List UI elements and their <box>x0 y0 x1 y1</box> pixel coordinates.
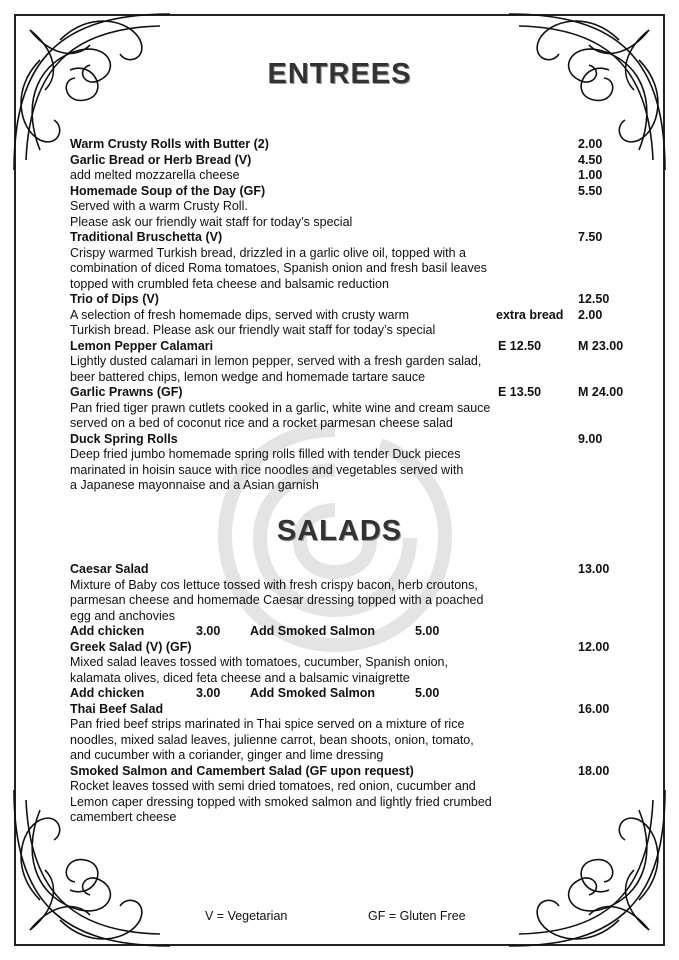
item-description: served on a bed of coconut rice and a rocket parmesan cheese salad <box>70 416 453 430</box>
item-price: 4.50 <box>578 152 603 167</box>
item-price: 1.00 <box>578 168 603 182</box>
menu-row <box>70 593 630 609</box>
item-description: Served with a warm Crusty Roll. <box>70 199 248 213</box>
item-price: 18.00 <box>578 763 610 778</box>
item-description: beer battered chips, lemon wedge and homemade tartare sauce <box>70 369 426 384</box>
menu-row <box>70 795 630 811</box>
menu-row <box>70 686 630 702</box>
menu-row <box>70 370 630 386</box>
item-description: topped with crumbled feta cheese and balsamic reduction <box>70 276 389 291</box>
item-description: a Japanese mayonnaise and a Asian garnish <box>70 478 319 492</box>
menu-row <box>70 354 630 370</box>
item-name: Homemade Soup of the Day (GF) <box>70 183 266 198</box>
item-name: Thai Beef Salad <box>70 701 164 716</box>
addon-chicken-price: 3.00 <box>196 686 221 700</box>
item-description: marinated in hoisin sauce with rice noodles and vegetables served with <box>70 462 464 477</box>
item-description: Mixture of Baby cos lettuce tossed with fresh crispy bacon, herb croutons, <box>70 577 478 592</box>
menu-row <box>70 323 630 339</box>
menu-row <box>70 764 630 780</box>
addon-chicken-price: 3.00 <box>196 624 221 638</box>
menu-row <box>70 717 630 733</box>
item-description: Pan fried beef strips marinated in Thai spice served on a mixture of rice <box>70 717 465 731</box>
item-description: parmesan cheese and homemade Caesar dressing topped with a poached <box>70 593 484 607</box>
menu-row <box>70 463 630 479</box>
item-description: kalamata olives, diced feta cheese and a balsamic vinaigrette <box>70 670 410 685</box>
menu-row <box>70 478 630 494</box>
menu-row <box>70 810 630 826</box>
menu-row <box>70 199 630 215</box>
item-name: Garlic Prawns (GF) <box>70 385 183 399</box>
item-price: 13.00 <box>578 562 610 576</box>
menu-row <box>70 702 630 718</box>
item-description: camembert cheese <box>70 810 177 824</box>
item-name: Lemon Pepper Calamari <box>70 338 214 353</box>
menu-row <box>70 308 630 324</box>
menu-row <box>70 432 630 448</box>
item-price: 2.00 <box>578 137 603 151</box>
addon-salmon-label: Add Smoked Salmon <box>250 624 376 638</box>
menu-row <box>70 748 630 764</box>
addon-chicken-label: Add chicken <box>70 686 145 700</box>
item-description: Crispy warmed Turkish bread, drizzled in a garlic olive oil, topped with a <box>70 245 467 260</box>
menu-row <box>70 292 630 308</box>
menu-row <box>70 153 630 169</box>
item-description: egg and anchovies <box>70 608 175 623</box>
legend-vegetarian: V = Vegetarian <box>205 909 288 923</box>
item-description: Rocket leaves tossed with semi dried tomatoes, red onion, cucumber and <box>70 779 476 793</box>
item-description: Lemon caper dressing topped with smoked salmon and lightly fried crumbed <box>70 794 492 809</box>
item-description: Lightly dusted calamari in lemon pepper, served with a fresh garden salad, <box>70 354 482 368</box>
menu-row <box>70 230 630 246</box>
item-description: Deep fried jumbo homemade spring rolls filled with tender Duck pieces <box>70 447 461 461</box>
menu-row <box>70 168 630 184</box>
menu-row <box>70 640 630 656</box>
item-description: Mixed salad leaves tossed with tomatoes, cucumber, Spanish onion, <box>70 655 448 669</box>
item-price: 5.50 <box>578 183 603 198</box>
menu-row <box>70 447 630 463</box>
menu-row <box>70 655 630 671</box>
item-price: 16.00 <box>578 701 610 716</box>
addon-salmon-label: Add Smoked Salmon <box>250 686 376 700</box>
item-name: Duck Spring Rolls <box>70 431 178 446</box>
item-description: Pan fried tiger prawn cutlets cooked in a garlic, white wine and cream sauce <box>70 400 491 415</box>
menu-row <box>70 401 630 417</box>
item-price: M 24.00 <box>578 385 624 399</box>
item-description: combination of diced Roma tomatoes, Spanish onion and fresh basil leaves <box>70 261 487 275</box>
item-price: 7.50 <box>578 230 603 244</box>
menu-row <box>70 779 630 795</box>
menu-row <box>70 277 630 293</box>
menu-row <box>70 184 630 200</box>
item-price: 2.00 <box>578 307 603 322</box>
item-description: A selection of fresh homemade dips, served with crusty warm <box>70 307 410 322</box>
addon-salmon-price: 5.00 <box>415 624 440 638</box>
legend-gluten-free: GF = Gluten Free <box>368 909 466 923</box>
addon-chicken-label: Add chicken <box>70 624 145 638</box>
menu-row <box>70 609 630 625</box>
addon-salmon-price: 5.00 <box>415 686 440 700</box>
item-name: Traditional Bruschetta (V) <box>70 230 223 244</box>
item-price: M 23.00 <box>578 338 624 353</box>
item-description: noodles, mixed salad leaves, julienne carrot, bean shoots, onion, tomato, <box>70 732 474 747</box>
item-mid-price: E 13.50 <box>498 385 542 399</box>
entrees-title: ENTREES <box>267 58 412 90</box>
menu-row <box>70 562 630 578</box>
menu-row <box>70 385 630 401</box>
menu-row <box>70 624 630 640</box>
item-name: Garlic Bread or Herb Bread (V) <box>70 152 252 167</box>
item-description: Please ask our friendly wait staff for today’s special <box>70 214 353 229</box>
item-price: 9.00 <box>578 431 603 446</box>
menu-row <box>70 578 630 594</box>
item-mid-price: E 12.50 <box>498 338 542 353</box>
menu-row <box>70 671 630 687</box>
item-name: Warm Crusty Rolls with Butter (2) <box>70 137 269 151</box>
salads-list <box>70 562 630 826</box>
menu-row <box>70 137 630 153</box>
item-name: Greek Salad (V) (GF) <box>70 639 192 654</box>
item-name: Smoked Salmon and Camembert Salad (GF upon request) <box>70 763 414 778</box>
menu-row <box>70 416 630 432</box>
menu-row <box>70 246 630 262</box>
menu-row <box>70 261 630 277</box>
item-description: add melted mozzarella cheese <box>70 168 240 182</box>
item-name: Caesar Salad <box>70 562 149 576</box>
menu-row <box>70 215 630 231</box>
item-description: and cucumber with a coriander, ginger and lime dressing <box>70 748 384 762</box>
menu-row <box>70 339 630 355</box>
menu-row <box>70 733 630 749</box>
item-mid-price: extra bread <box>496 307 564 322</box>
salads-title: SALADS <box>276 515 403 547</box>
item-price: 12.50 <box>578 292 610 306</box>
item-description: Turkish bread. Please ask our friendly wait staff for today’s special <box>70 323 436 337</box>
item-price: 12.00 <box>578 639 610 654</box>
entrees-list <box>70 137 630 494</box>
item-name: Trio of Dips (V) <box>70 292 159 306</box>
